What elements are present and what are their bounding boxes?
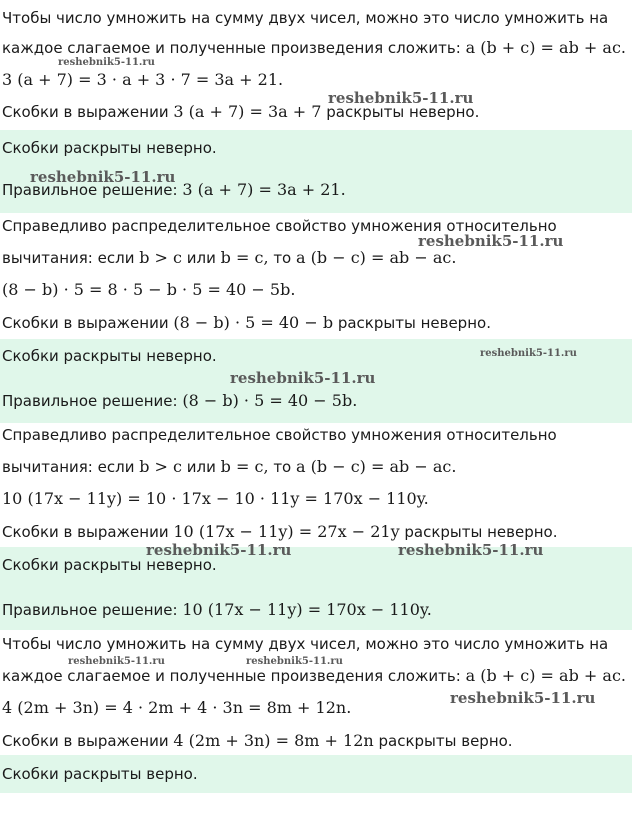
watermark: reshebnik5-11.ru (230, 369, 376, 387)
watermark: reshebnik5-11.ru (146, 541, 292, 559)
correct-solution: Правильное решение: 3 (a + 7) = 3a + 21. (2, 180, 346, 199)
rule-text: Справедливо распределительное свойство умножения относительно (2, 426, 557, 444)
formula: a (b + c) = ab + ac. (465, 38, 626, 57)
check-line: Скобки в выражении 4 (2m + 3n) = 8m + 12n раскрыты верно. (2, 731, 513, 750)
calculation: 10 (17x − 11y) = 10 · 17x − 10 · 11y = 170x − 110y. (2, 489, 429, 508)
answer-text: Скобки раскрыты неверно. (2, 139, 217, 157)
watermark: reshebnik5-11.ru (398, 541, 544, 559)
calculation: 3 (a + 7) = 3 · a + 3 · 7 = 3a + 21. (2, 70, 284, 89)
watermark: reshebnik5-11.ru (328, 89, 474, 107)
rule-text: вычитания: если b > c или b = c, то a (b − c) = ab − ac. (2, 457, 457, 476)
rule-text: Чтобы число умножить на сумму двух чисел, можно это число умножить на (2, 635, 609, 653)
check-line: Скобки в выражении 10 (17x − 11y) = 27x − 21y раскрыты неверно. (2, 522, 558, 541)
correct-solution: Правильное решение: (8 − b) · 5 = 40 − 5b. (2, 391, 358, 410)
watermark: reshebnik5-11.ru (418, 232, 564, 250)
correct-solution: Правильное решение: 10 (17x − 11y) = 170x − 110y. (2, 600, 432, 619)
answer-text: Скобки раскрыты неверно. (2, 556, 217, 574)
watermark: reshebnik5-11.ru (450, 689, 596, 707)
rule-text: каждое слагаемое и полученные произведения сложить: a (b + c) = ab + ac. (2, 38, 626, 57)
check-line: Скобки в выражении (8 − b) · 5 = 40 − b раскрыты неверно. (2, 313, 491, 332)
rule-text: вычитания: если b > c или b = c, то a (b − c) = ab − ac. (2, 248, 457, 267)
answer-text: Скобки раскрыты неверно. (2, 347, 217, 365)
check-line: Скобки в выражении 3 (a + 7) = 3a + 7 раскрыты неверно. (2, 102, 480, 121)
rule-text: каждое слагаемое и полученные произведения сложить: a (b + c) = ab + ac. (2, 666, 626, 685)
watermark: reshebnik5-11.ru (480, 348, 577, 359)
watermark: reshebnik5-11.ru (246, 656, 343, 667)
watermark: reshebnik5-11.ru (30, 168, 176, 186)
calculation: (8 − b) · 5 = 8 · 5 − b · 5 = 40 − 5b. (2, 280, 296, 299)
watermark: reshebnik5-11.ru (68, 656, 165, 667)
answer-text: Скобки раскрыты верно. (2, 765, 198, 783)
rule-text: Справедливо распределительное свойство умножения относительно (2, 217, 557, 235)
rule-text: Чтобы число умножить на сумму двух чисел, можно это число умножить на (2, 9, 609, 27)
watermark: reshebnik5-11.ru (58, 57, 155, 68)
calculation: 4 (2m + 3n) = 4 · 2m + 4 · 3n = 8m + 12n. (2, 698, 352, 717)
